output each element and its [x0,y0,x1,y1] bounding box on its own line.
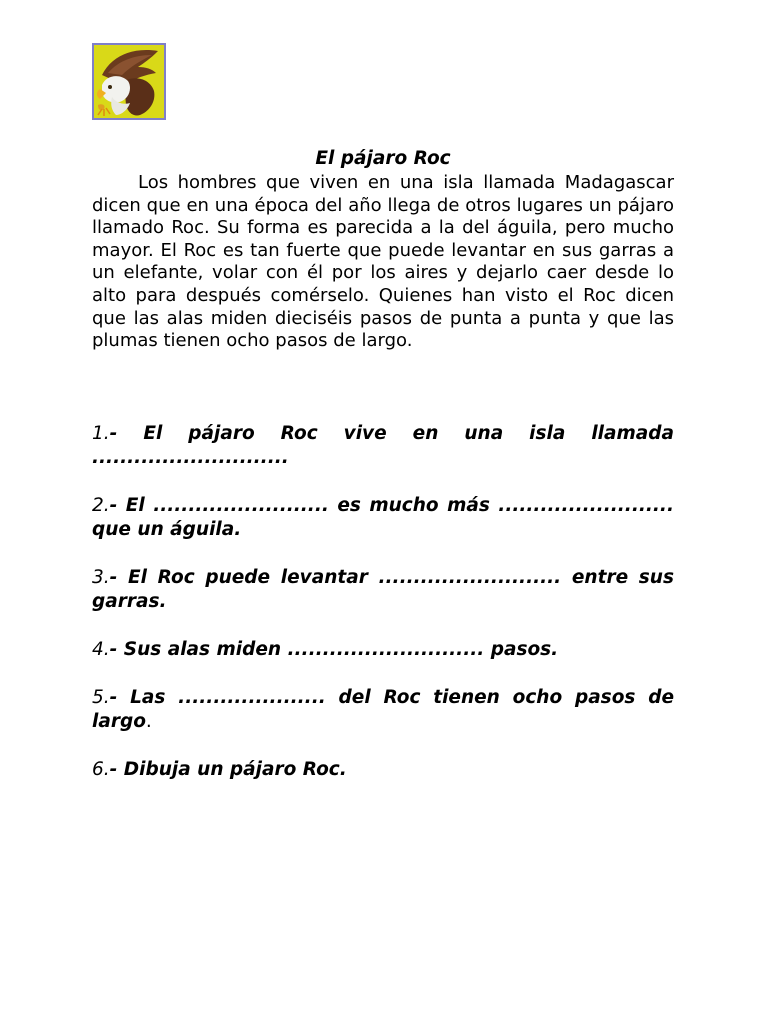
question-text: - El Roc puede levantar .......................... entre sus garras. [92,567,674,612]
question-number: 3. [92,567,110,588]
question-3 [92,566,674,614]
question-text: - Sus alas miden ............................ pasos. [109,639,559,660]
page-title: El pájaro Roc [315,148,451,169]
question-list [92,422,674,806]
question-number: 1. [92,423,110,444]
question-text: - El ......................... es mucho más ......................... que un águila. [92,495,674,540]
question-1 [92,422,674,470]
question-number: 2. [92,495,110,516]
intro-paragraph: Los hombres que viven en una isla llamada Madagascar dicen que en una época del año llega de otros lugares un pájaro llamado Roc. Su forma es parecida a la del águila, pero mucho mayor. El Roc es tan fuerte que puede levantar en sus garras a un elefante, volar con él por los aires y dejarlo caer desde lo alto para después comérselo. Quienes han visto el Roc dicen que las alas miden dieciséis pasos de punta a punta y que las plumas tienen ocho pasos de largo. [92,172,674,352]
question-5 [92,686,674,734]
eagle-logo [92,43,166,120]
eagle-icon [94,45,164,118]
question-4 [92,638,674,662]
question-number: 6. [92,759,110,780]
question-text: - El pájaro Roc vive en una isla llamada ............................ [92,423,674,468]
question-number: 4. [92,639,110,660]
question-number: 5. [92,687,110,708]
question-text: - Dibuja un pájaro Roc. [109,759,347,780]
question-text: - Las ..................... del Roc tienen ocho pasos de largo [92,687,674,732]
question-tail: . [145,711,152,732]
question-6 [92,758,674,782]
question-2 [92,494,674,542]
